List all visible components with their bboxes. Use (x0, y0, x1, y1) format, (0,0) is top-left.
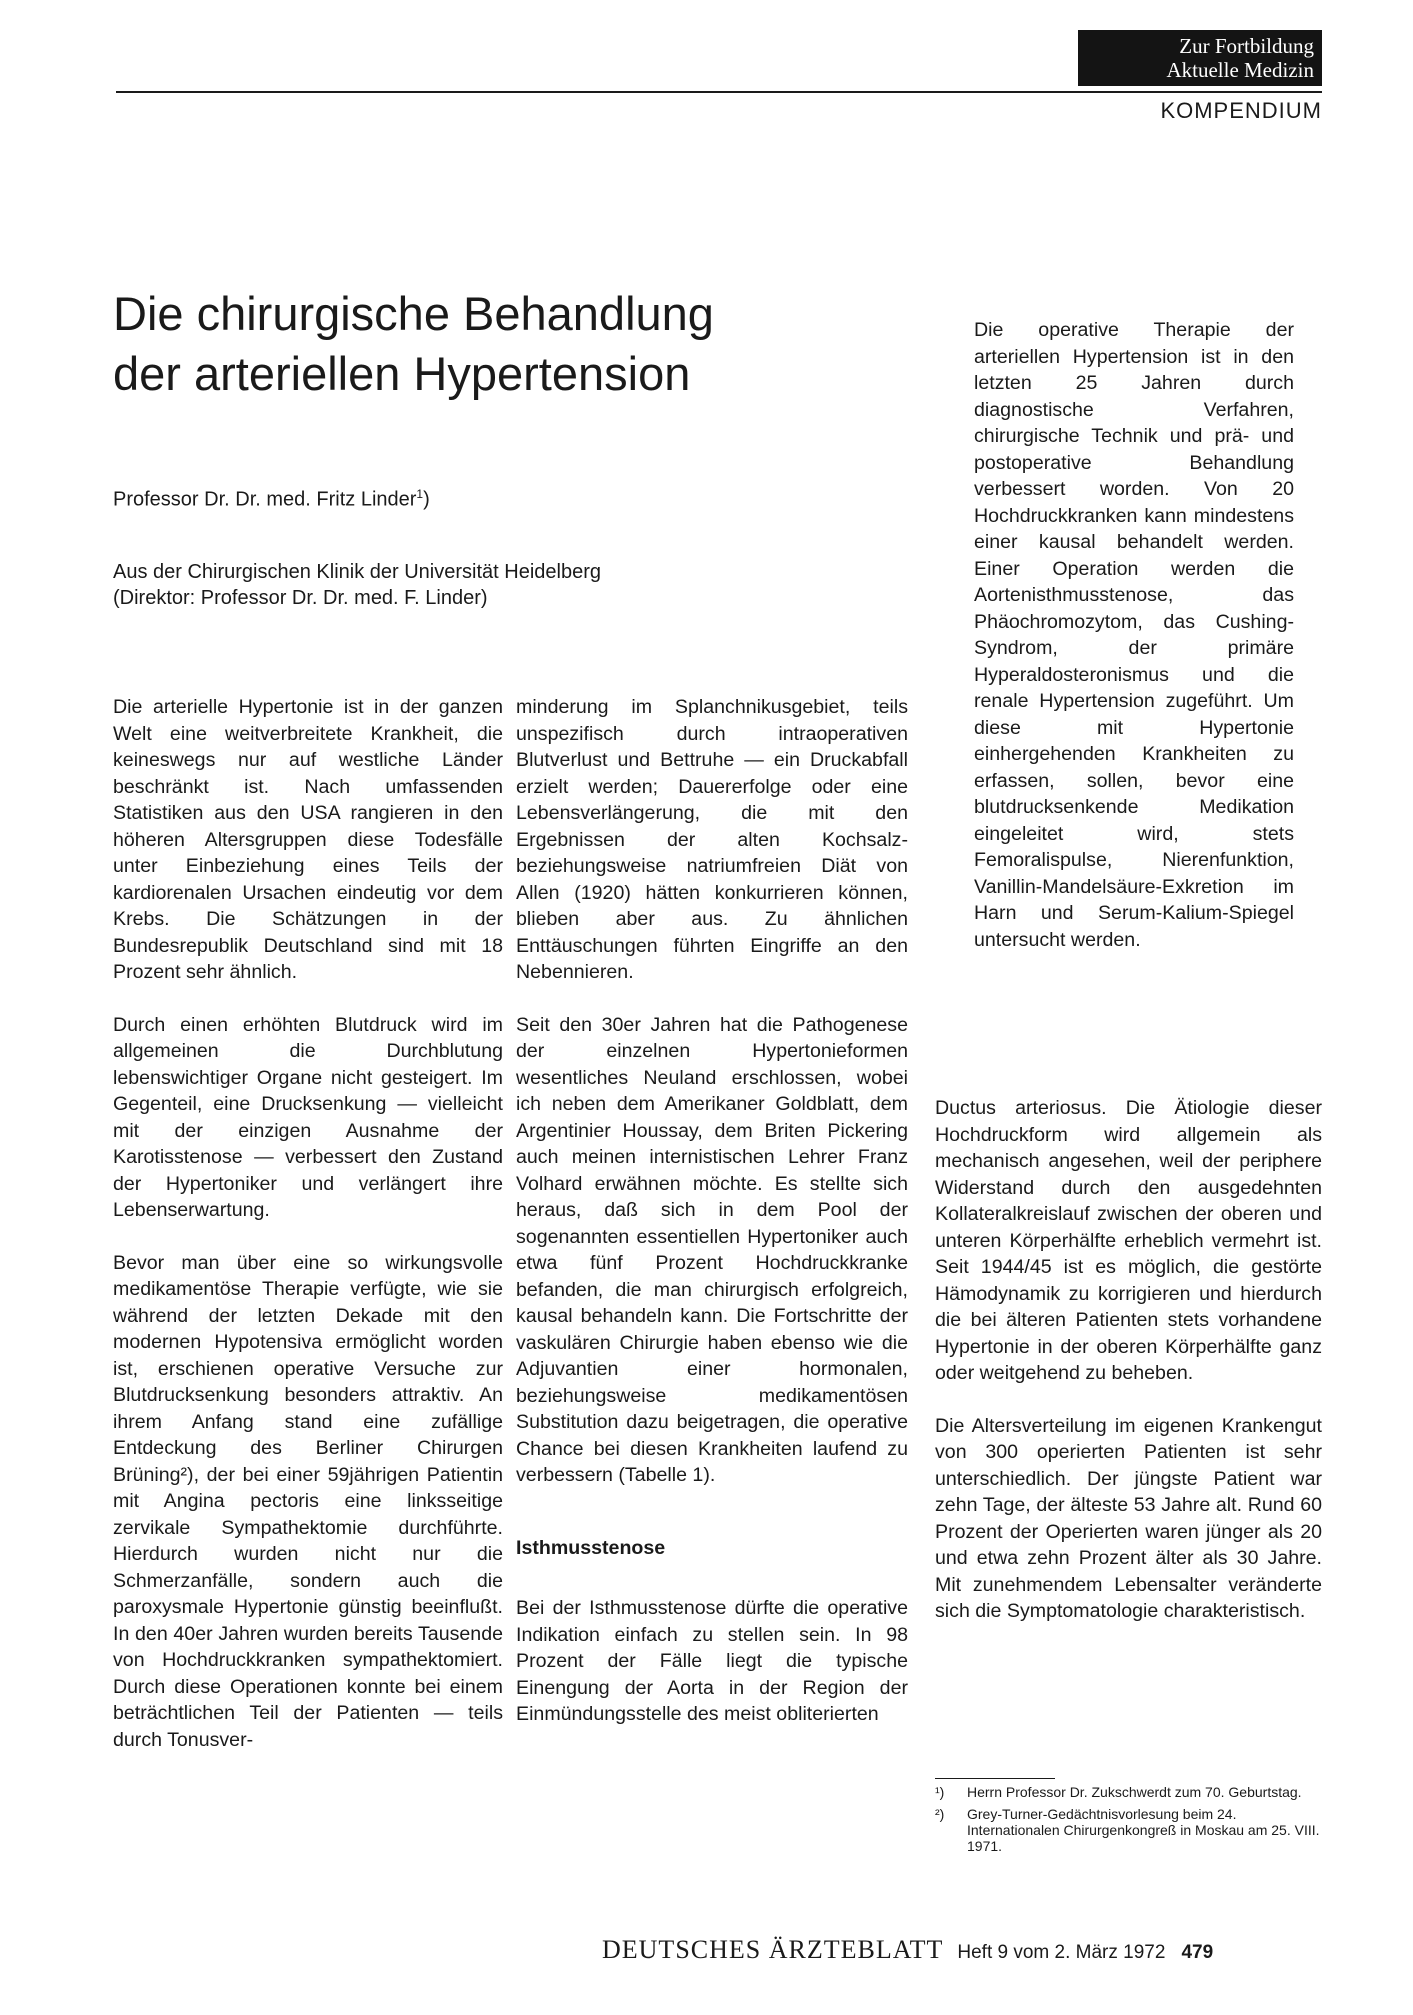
col3-paragraph-1: Ductus arteriosus. Die Ätiologie dieser Hochdruckform wird allgemein als mechanisch angesehen, weil der periphere Widerstand durch den ausgedehnten Kollateralkreislauf zwischen der oberen und unteren Körperhälfte erheblich vermehrt ist. Seit 1944/45 ist es möglich, die gestörte Hämodynamik zu korrigieren und hierdurch die bei älteren Patienten stets vorhandene Hypertonie in der oberen Körperhälfte ganz oder weitgehend zu beheben. (935, 1097, 1322, 1384)
col3-paragraph-2: Die Altersverteilung im eigenen Krankengut von 300 operierten Patienten ist sehr unterschiedlich. Der jüngste Patient war zehn Tage, der älteste 53 Jahre alt. Rund 60 Prozent der Operierten waren jünger als 20 und etwa zehn Prozent älter als 30 Jahre. Mit zunehmendem Lebensalter veränderte sich die Symptomatologie charakteristisch. (935, 1414, 1322, 1622)
footnote-1 (935, 1784, 1322, 1800)
author-suffix: ) (423, 488, 430, 511)
col1-paragraph-3: Bevor man über eine so wirkungsvolle medikamentöse Therapie verfügte, wie sie während der letzten Dekade mit den modernen Hypotensiva ermöglicht worden ist, erschienen operative Versuche zur Blutdrucksenkung besonders attraktiv. An ihrem Anfang stand eine zufällige Entdeckung des Berliner Chirurgen Brüning²), der bei einer 59jährigen Patientin mit Angina pectoris eine linksseitige zervikale Sympathektomie durchführte. Hierdurch wurden nicht nur die Schmerzanfälle, sondern auch die paroxysmale Hypertonie günstig beeinflußt. In den 40er Jahren wurden bereits Tausende von Hochdruckkranken sympathektomiert. Durch diese Operationen konnte bei einem beträchtlichen Teil der Patienten — teils durch Tonusver- (113, 1251, 503, 1751)
footnote-rule (935, 1778, 1055, 1779)
badge-line-2: Aktuelle Medizin (1166, 58, 1314, 82)
body-column-2 (516, 694, 908, 1728)
footnote-1-mark: ¹) (935, 1784, 945, 1800)
col1-paragraph-1: Die arterielle Hypertonie ist in der ganzen Welt eine weitverbreitete Krankheit, die keineswegs nur auf westliche Länder beschränkt ist. Nach umfassenden Statistiken aus den USA rangieren in den höheren Altersgruppen diese Todesfälle unter Einbeziehung eines Teils der kardiorenalen Ursachen eindeutig vor dem Krebs. Die Schätzungen in der Bundesrepublik Deutschland sind mit 18 Prozent sehr ähnlich. (113, 696, 503, 983)
page-number: 479 (1181, 1942, 1214, 1963)
col1-paragraph-2: Durch einen erhöhten Blutdruck wird im allgemeinen die Durchblutung lebenswichtiger Organe nicht gesteigert. Im Gegenteil, eine Drucksenkung — vielleicht mit der einzigen Ausnahme der Karotisstenose — verbessert den Zustand der Hypertoniker und verlängert ihre Lebenserwartung. (113, 1013, 503, 1221)
title-line-1: Die chirurgische Behandlung (113, 287, 714, 340)
section-badge (1078, 30, 1322, 86)
col2-paragraph-2: Seit den 30er Jahren hat die Pathogenese der einzelnen Hypertonieformen wesentliches Neuland erschlossen, wobei ich neben dem Amerikaner Goldblatt, dem Argentinier Houssay, dem Briten Pickering auch meinen internistischen Lehrer Franz Volhard erwähnen möchte. Es stellte sich heraus, daß sich in dem Pool der sogenannten essentiellen Hypertoniker auch etwa fünf Prozent Hochdruckkranke befanden, die man chirurgisch erfolgreich, kausal behandeln kann. Die Fortschritte der vaskulären Chirurgie haben ebenso wie die Adjuvantien einer hormonalen, beziehungsweise medikamentösen Substitution dazu beigetragen, die operative Chance bei diesen Krankheiten laufend zu verbessern (Tabelle 1). (516, 1013, 908, 1486)
col2-paragraph-3: Bei der Isthmusstenose dürfte die operative Indikation einfach zu stellen sein. In 98 Prozent der Fälle liegt die typische Einengung der Aorta in der Region der Einmündungsstelle des meist obliterierten (516, 1597, 908, 1725)
article-title (113, 284, 873, 404)
affiliation (113, 559, 601, 611)
affiliation-line-2: (Direktor: Professor Dr. Dr. med. F. Linder) (113, 587, 488, 609)
journal-name: DEUTSCHES ÄRZTEBLATT (602, 1935, 944, 1964)
affiliation-line-1: Aus der Chirurgischen Klinik der Universität Heidelberg (113, 561, 601, 583)
issue-info: Heft 9 vom 2. März 1972 (957, 1942, 1166, 1963)
footnote-2-mark: ²) (935, 1806, 945, 1822)
body-column-1 (113, 694, 503, 1753)
summary-paragraph: Die operative Therapie der arteriellen Hypertension ist in den letzten 25 Jahren durch diagnostische Verfahren, chirurgische Technik und prä- und postoperative Behandlung verbessert worden. Von 20 Hochdruckkranken kann mindestens einer kausal behandelt werden. Einer Operation werden die Aortenisthmusstenose, das Phäochromozytom, das Cushing-Syndrom, der primäre Hyperaldosteronismus und die renale Hypertension zugeführt. Um diese mit Hypertonie einhergehenden Krankheiten zu erfassen, sollen, bevor eine blutdrucksenkende Medikation eingeleitet wird, stets Femoralispulse, Nierenfunktion, Vanillin-Mandelsäure-Exkretion im Harn und Serum-Kalium-Spiegel untersucht werden. (974, 319, 1294, 951)
author-name: Professor Dr. Dr. med. Fritz Linder (113, 488, 417, 511)
author-line (113, 481, 430, 513)
footnotes (935, 1784, 1322, 1854)
header-rule (116, 91, 1322, 93)
author-footnote-mark: 1 (416, 487, 424, 501)
section-heading-isthmusstenose: Isthmusstenose (516, 1536, 666, 1559)
body-column-3 (935, 1095, 1322, 1625)
title-line-2: der arteriellen Hypertension (113, 347, 691, 400)
footnote-2 (935, 1806, 1322, 1854)
page-footer (602, 1935, 1213, 1965)
footnote-2-text: Grey-Turner-Gedächtnisvorlesung beim 24. Internationalen Chirurgenkongreß in Moskau am 25. VIII. 1971. (967, 1806, 1320, 1854)
section-label: KOMPENDIUM (1160, 98, 1322, 123)
footnote-1-text: Herrn Professor Dr. Zukschwerdt zum 70. Geburtstag. (967, 1784, 1302, 1800)
badge-line-1: Zur Fortbildung (1179, 34, 1314, 58)
col2-paragraph-1: minderung im Splanchnikusgebiet, teils unspezifisch durch intraoperativen Blutverlust und Bettruhe — ein Druckabfall erzielt werden; Dauererfolge oder eine Lebensverlängerung, die mit den Ergebnissen der alten Kochsalz- beziehungsweise natriumfreien Diät von Allen (1920) hätten konkurrieren können, blieben aber aus. Zu ähnlichen Enttäuschungen führten Eingriffe an den Nebennieren. (516, 696, 908, 983)
summary-column (974, 317, 1294, 953)
